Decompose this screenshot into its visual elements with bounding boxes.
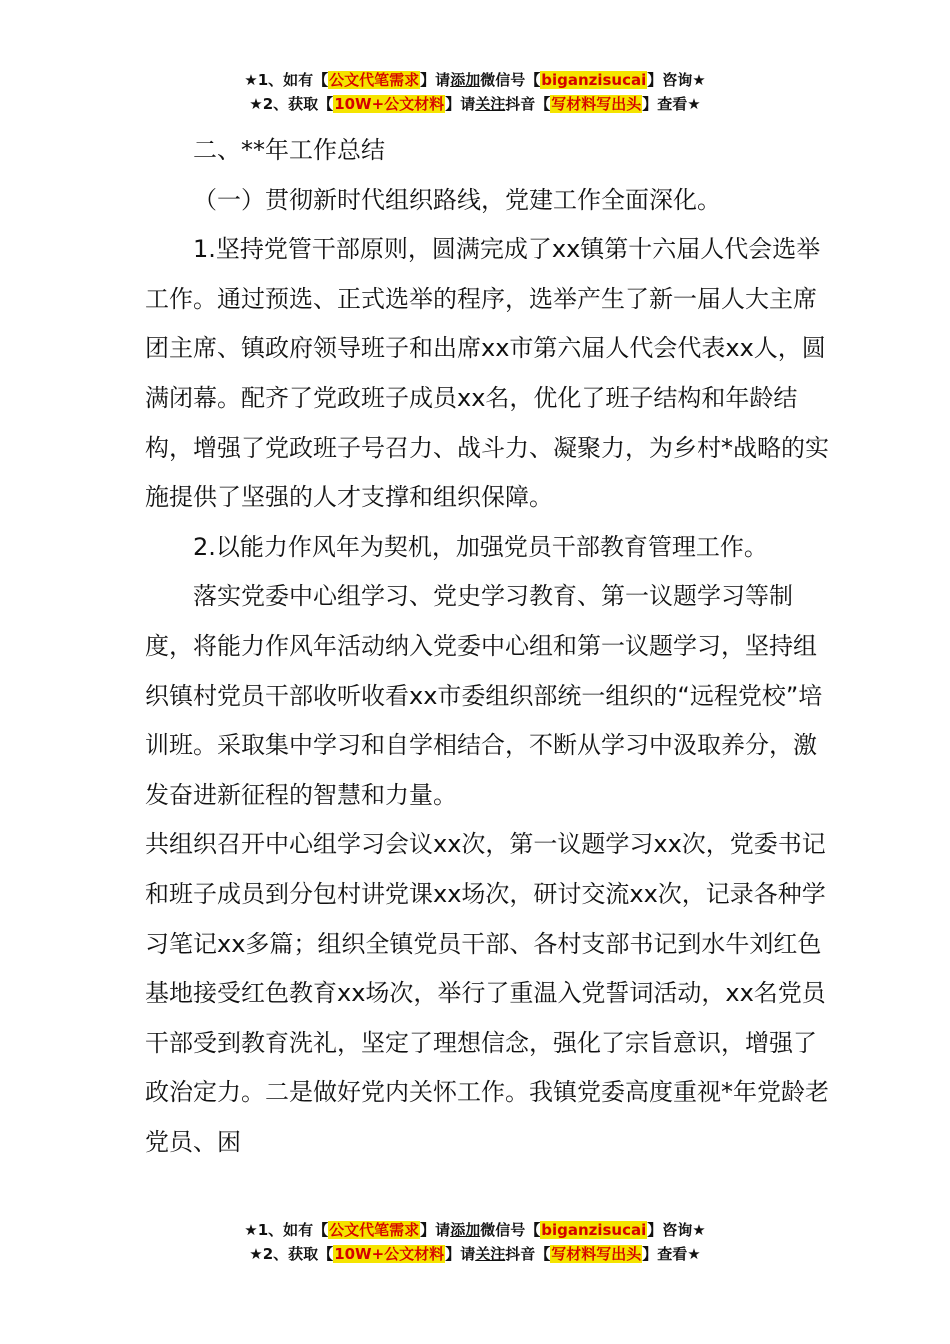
subsection-title: （一）贯彻新时代组织路线，党建工作全面深化。	[193, 185, 721, 214]
highlight-service: 公文代笔需求	[329, 1221, 420, 1239]
section-title: 二、**年工作总结	[193, 136, 385, 164]
highlight-wechat-id: biganzisucai	[541, 1221, 647, 1239]
banner-text: 抖音【	[505, 95, 551, 113]
highlight-materials: 10W+公文材料	[334, 1245, 445, 1263]
banner-text: 微信号【	[480, 1221, 541, 1239]
banner-emphasis: 关注	[475, 95, 506, 113]
banner-text: ★2、获取【	[249, 1245, 334, 1263]
banner-text: 】咨询★	[647, 1221, 706, 1239]
banner-text: 】请	[420, 1221, 451, 1239]
document-body	[145, 126, 835, 1167]
paragraph: 落实党委中心组学习、党史学习教育、第一议题学习等制度，将能力作风年活动纳入党委中心组和第一议题学习，坚持组织镇村党员干部收听收看xx市委组织部统一组织的“远程党校”培训班。采取集中学习和自学相结合，不断从学习中汲取养分，激发奋进新征程的智慧和力量。	[145, 582, 823, 809]
banner-text: 】查看★	[642, 1245, 701, 1263]
banner-line-2	[0, 1242, 950, 1266]
banner-emphasis: 添加	[450, 71, 481, 89]
paragraph: 共组织召开中心组学习会议xx次，第一议题学习xx次，党委书记和班子成员到分包村讲党课xx场次，研讨交流xx次，记录各种学习笔记xx多篇；组织全镇党员干部、各村支部书记到水牛刘红色基地接受红色教育xx场次，举行了重温入党誓词活动，xx名党员干部受到教育洗礼，坚定了理想信念，强化了宗旨意识，增强了政治定力。二是做好党内关怀工作。我镇党委高度重视*年党龄老党员、困	[145, 830, 829, 1156]
banner-text: ★2、获取【	[249, 95, 334, 113]
banner-text: ★1、如有【	[244, 1221, 329, 1239]
highlight-materials: 10W+公文材料	[334, 95, 445, 113]
banner-line-1	[0, 1218, 950, 1242]
banner-text: 】咨询★	[647, 71, 706, 89]
banner-text: 】查看★	[642, 95, 701, 113]
highlight-service: 公文代笔需求	[329, 71, 420, 89]
highlight-douyin-account: 写材料写出头	[551, 1245, 642, 1263]
paragraph: 2.以能力作风年为契机，加强党员干部教育管理工作。	[193, 532, 768, 561]
banner-text: 】请	[445, 1245, 476, 1263]
banner-text: 】请	[420, 71, 451, 89]
banner-text: 微信号【	[480, 71, 541, 89]
highlight-douyin-account: 写材料写出头	[551, 95, 642, 113]
banner-emphasis: 添加	[450, 1221, 481, 1239]
banner-line-1	[0, 68, 950, 92]
banner-text: 】请	[445, 95, 476, 113]
bottom-banner	[0, 1218, 950, 1266]
banner-line-2	[0, 92, 950, 116]
banner-text: 抖音【	[505, 1245, 551, 1263]
top-banner	[0, 68, 950, 116]
banner-text: ★1、如有【	[244, 71, 329, 89]
paragraph: 1.坚持党管干部原则，圆满完成了xx镇第十六届人代会选举工作。通过预选、正式选举的程序，选举产生了新一届人大主席团主席、镇政府领导班子和出席xx市第六届人代会代表xx人，圆满闭幕。配齐了党政班子成员xx名，优化了班子结构和年龄结构，增强了党政班子号召力、战斗力、凝聚力，为乡村*战略的实施提供了坚强的人才支撑和组织保障。	[145, 235, 829, 512]
banner-emphasis: 关注	[475, 1245, 506, 1263]
highlight-wechat-id: biganzisucai	[541, 71, 647, 89]
